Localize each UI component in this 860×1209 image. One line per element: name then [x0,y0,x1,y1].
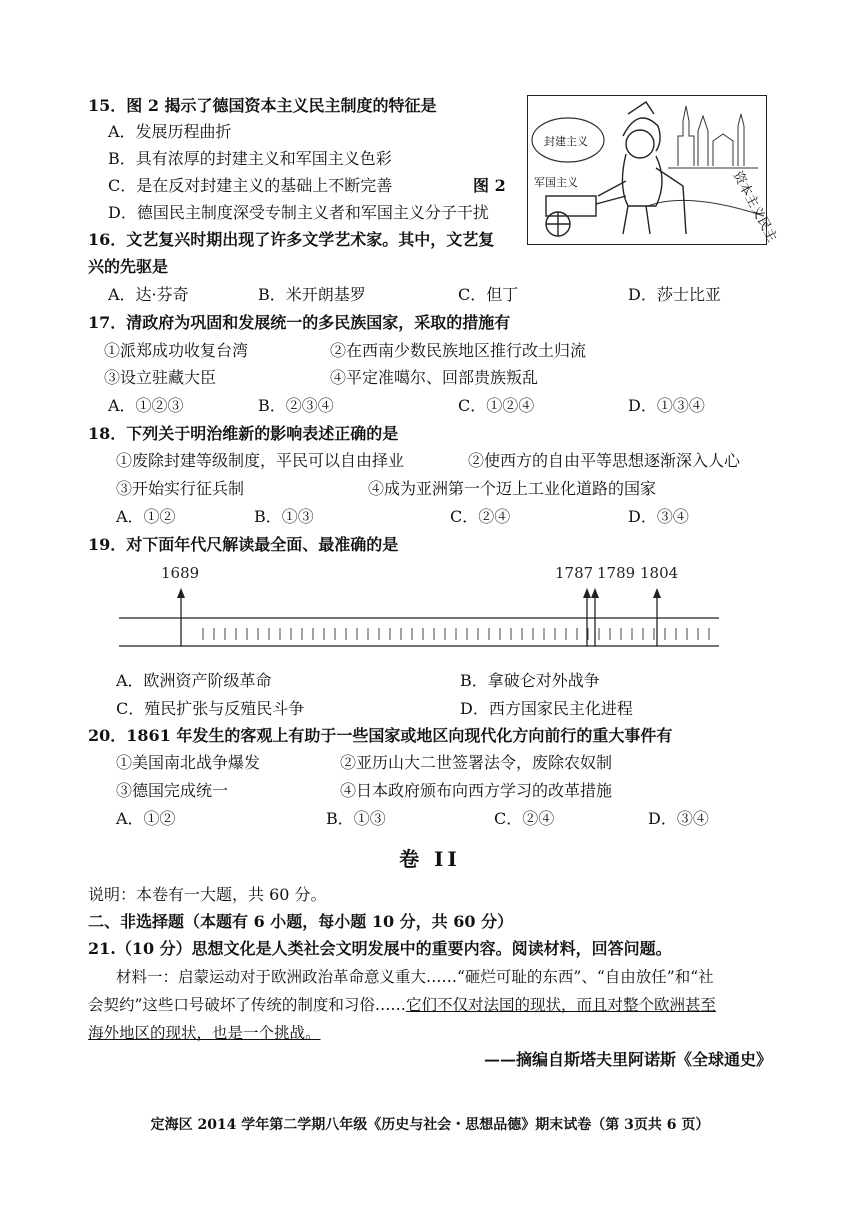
q21-material-line1: 材料一：启蒙运动对于欧洲政治革命意义重大……“砸烂可耻的东西”、“自由放任”和“社 [116,968,714,986]
q18-option-c: C．②④ [450,507,511,526]
q20-option-a: A．①② [116,809,176,828]
q21-stem: 21.（10 分）思想文化是人类社会文明发展中的重要内容。阅读材料，回答问题。 [88,939,672,958]
q17-option-c: C．①②④ [458,396,535,415]
q20-option-b: B．①③ [326,809,386,828]
q16-option-a: A．达·芬奇 [108,285,189,304]
q17-option-b: B．②③④ [258,396,334,415]
q19-option-a: A．欧洲资产阶级革命 [116,671,272,690]
q18-item-1: ①废除封建等级制度，平民可以自由择业 [116,451,405,470]
q19-option-b: B．拿破仑对外战争 [460,671,600,690]
part2-section-heading: 二、非选择题（本题有 6 小题，每小题 10 分，共 60 分） [88,912,514,931]
q15-figure-caption: 图 2 [473,176,506,195]
q20-stem: 20．1861 年发生的客观上有助于一些国家或地区向现代化方向前行的重大事件有 [88,726,673,745]
q21-material-line3: 海外地区的现状，也是一个挑战。 [88,1024,321,1042]
part2-note: 说明：本卷有一大题，共 60 分。 [88,885,327,904]
q15-option-b: B．具有浓厚的封建主义和军国主义色彩 [108,149,392,168]
page-footer: 定海区 2014 学年第二学期八年级《历史与社会・思想品德》期末试卷（第 3页共 6 页） [150,1117,710,1133]
q21-source: ——摘编自斯塔夫里阿诺斯《全球通史》 [483,1050,772,1069]
timeline-year-1789: 1789 [597,564,636,582]
q20-option-d: D．③④ [648,809,709,828]
cartoon-label-military: 军国主义 [534,176,578,189]
q20-option-c: C．②④ [494,809,555,828]
q17-stem: 17．清政府为巩固和发展统一的多民族国家，采取的措施有 [88,313,511,332]
q21-material-line2-plain: 会契约”这些口号破坏了传统的制度和习俗…… [88,996,406,1014]
q15-option-d: D．德国民主制度深受专制主义者和军国主义分子干扰 [108,203,489,222]
timeline-marker-1789 [591,564,635,646]
q15-stem: 15．图 2 揭示了德国资本主义民主制度的特征是 [88,96,437,115]
part2-title: 卷 II [399,847,461,871]
timeline-marker-1804 [640,564,678,646]
q17-option-d: D．①③④ [628,396,705,415]
q19-stem: 19．对下面年代尺解读最全面、最准确的是 [88,535,399,554]
q19-option-c: C．殖民扩张与反殖民斗争 [116,699,305,718]
q18-item-4: ④成为亚洲第一个迈上工业化道路的国家 [368,479,657,498]
timeline-ruler [115,560,725,660]
q15-option-a: A．发展历程曲折 [108,122,232,141]
q18-item-3: ③开始实行征兵制 [116,479,245,498]
cartoon-figure [527,95,780,245]
q19-option-d: D．西方国家民主化进程 [460,699,633,718]
q18-stem: 18．下列关于明治维新的影响表述正确的是 [88,424,399,443]
q21-material-line2 [88,994,716,1016]
q17-option-a: A．①②③ [108,396,184,415]
q16-option-b: B．米开朗基罗 [258,285,366,304]
q20-item-2: ②亚历山大二世签署法令，废除农奴制 [340,753,613,772]
q17-item-1: ①派郑成功收复台湾 [104,341,249,360]
timeline-svg [115,560,725,660]
timeline-year-1787: 1787 [555,564,594,582]
q15-option-c: C．是在反对封建主义的基础上不断完善 [108,176,393,195]
timeline-marker-1689 [161,564,199,646]
q21-material-line2-underlined: 它们不仅对法国的现状，而且对整个欧洲甚至 [405,996,716,1014]
q18-option-b: B．①③ [254,507,314,526]
q20-item-4: ④日本政府颁布向西方学习的改革措施 [340,781,613,800]
cartoon-illustration [528,96,780,245]
timeline-year-1689: 1689 [161,564,200,582]
q16-stem-line1: 16．文艺复兴时期出现了许多文学艺术家。其中，文艺复 [88,230,495,249]
timeline-marker-1787 [555,564,593,646]
q17-item-2: ②在西南少数民族地区推行改土归流 [330,341,587,360]
q20-item-3: ③德国完成统一 [116,781,229,800]
q18-option-a: A．①② [116,507,176,526]
timeline-year-1804: 1804 [640,564,679,582]
q18-option-d: D．③④ [628,507,689,526]
timeline-ticks [203,628,709,640]
q17-item-4: ④平定准噶尔、回部贵族叛乱 [330,368,539,387]
q16-stem-line2: 兴的先驱是 [88,257,169,276]
q18-item-2: ②使西方的自由平等思想逐渐深入人心 [468,451,741,470]
q16-option-c: C．但丁 [458,285,519,304]
q20-item-1: ①美国南北战争爆发 [116,753,261,772]
q17-item-3: ③设立驻藏大臣 [104,368,217,387]
cartoon-label-capitalism: 资本主义民主 [729,168,780,245]
q16-option-d: D．莎士比亚 [628,285,721,304]
cartoon-label-feudal: 封建主义 [544,135,588,148]
